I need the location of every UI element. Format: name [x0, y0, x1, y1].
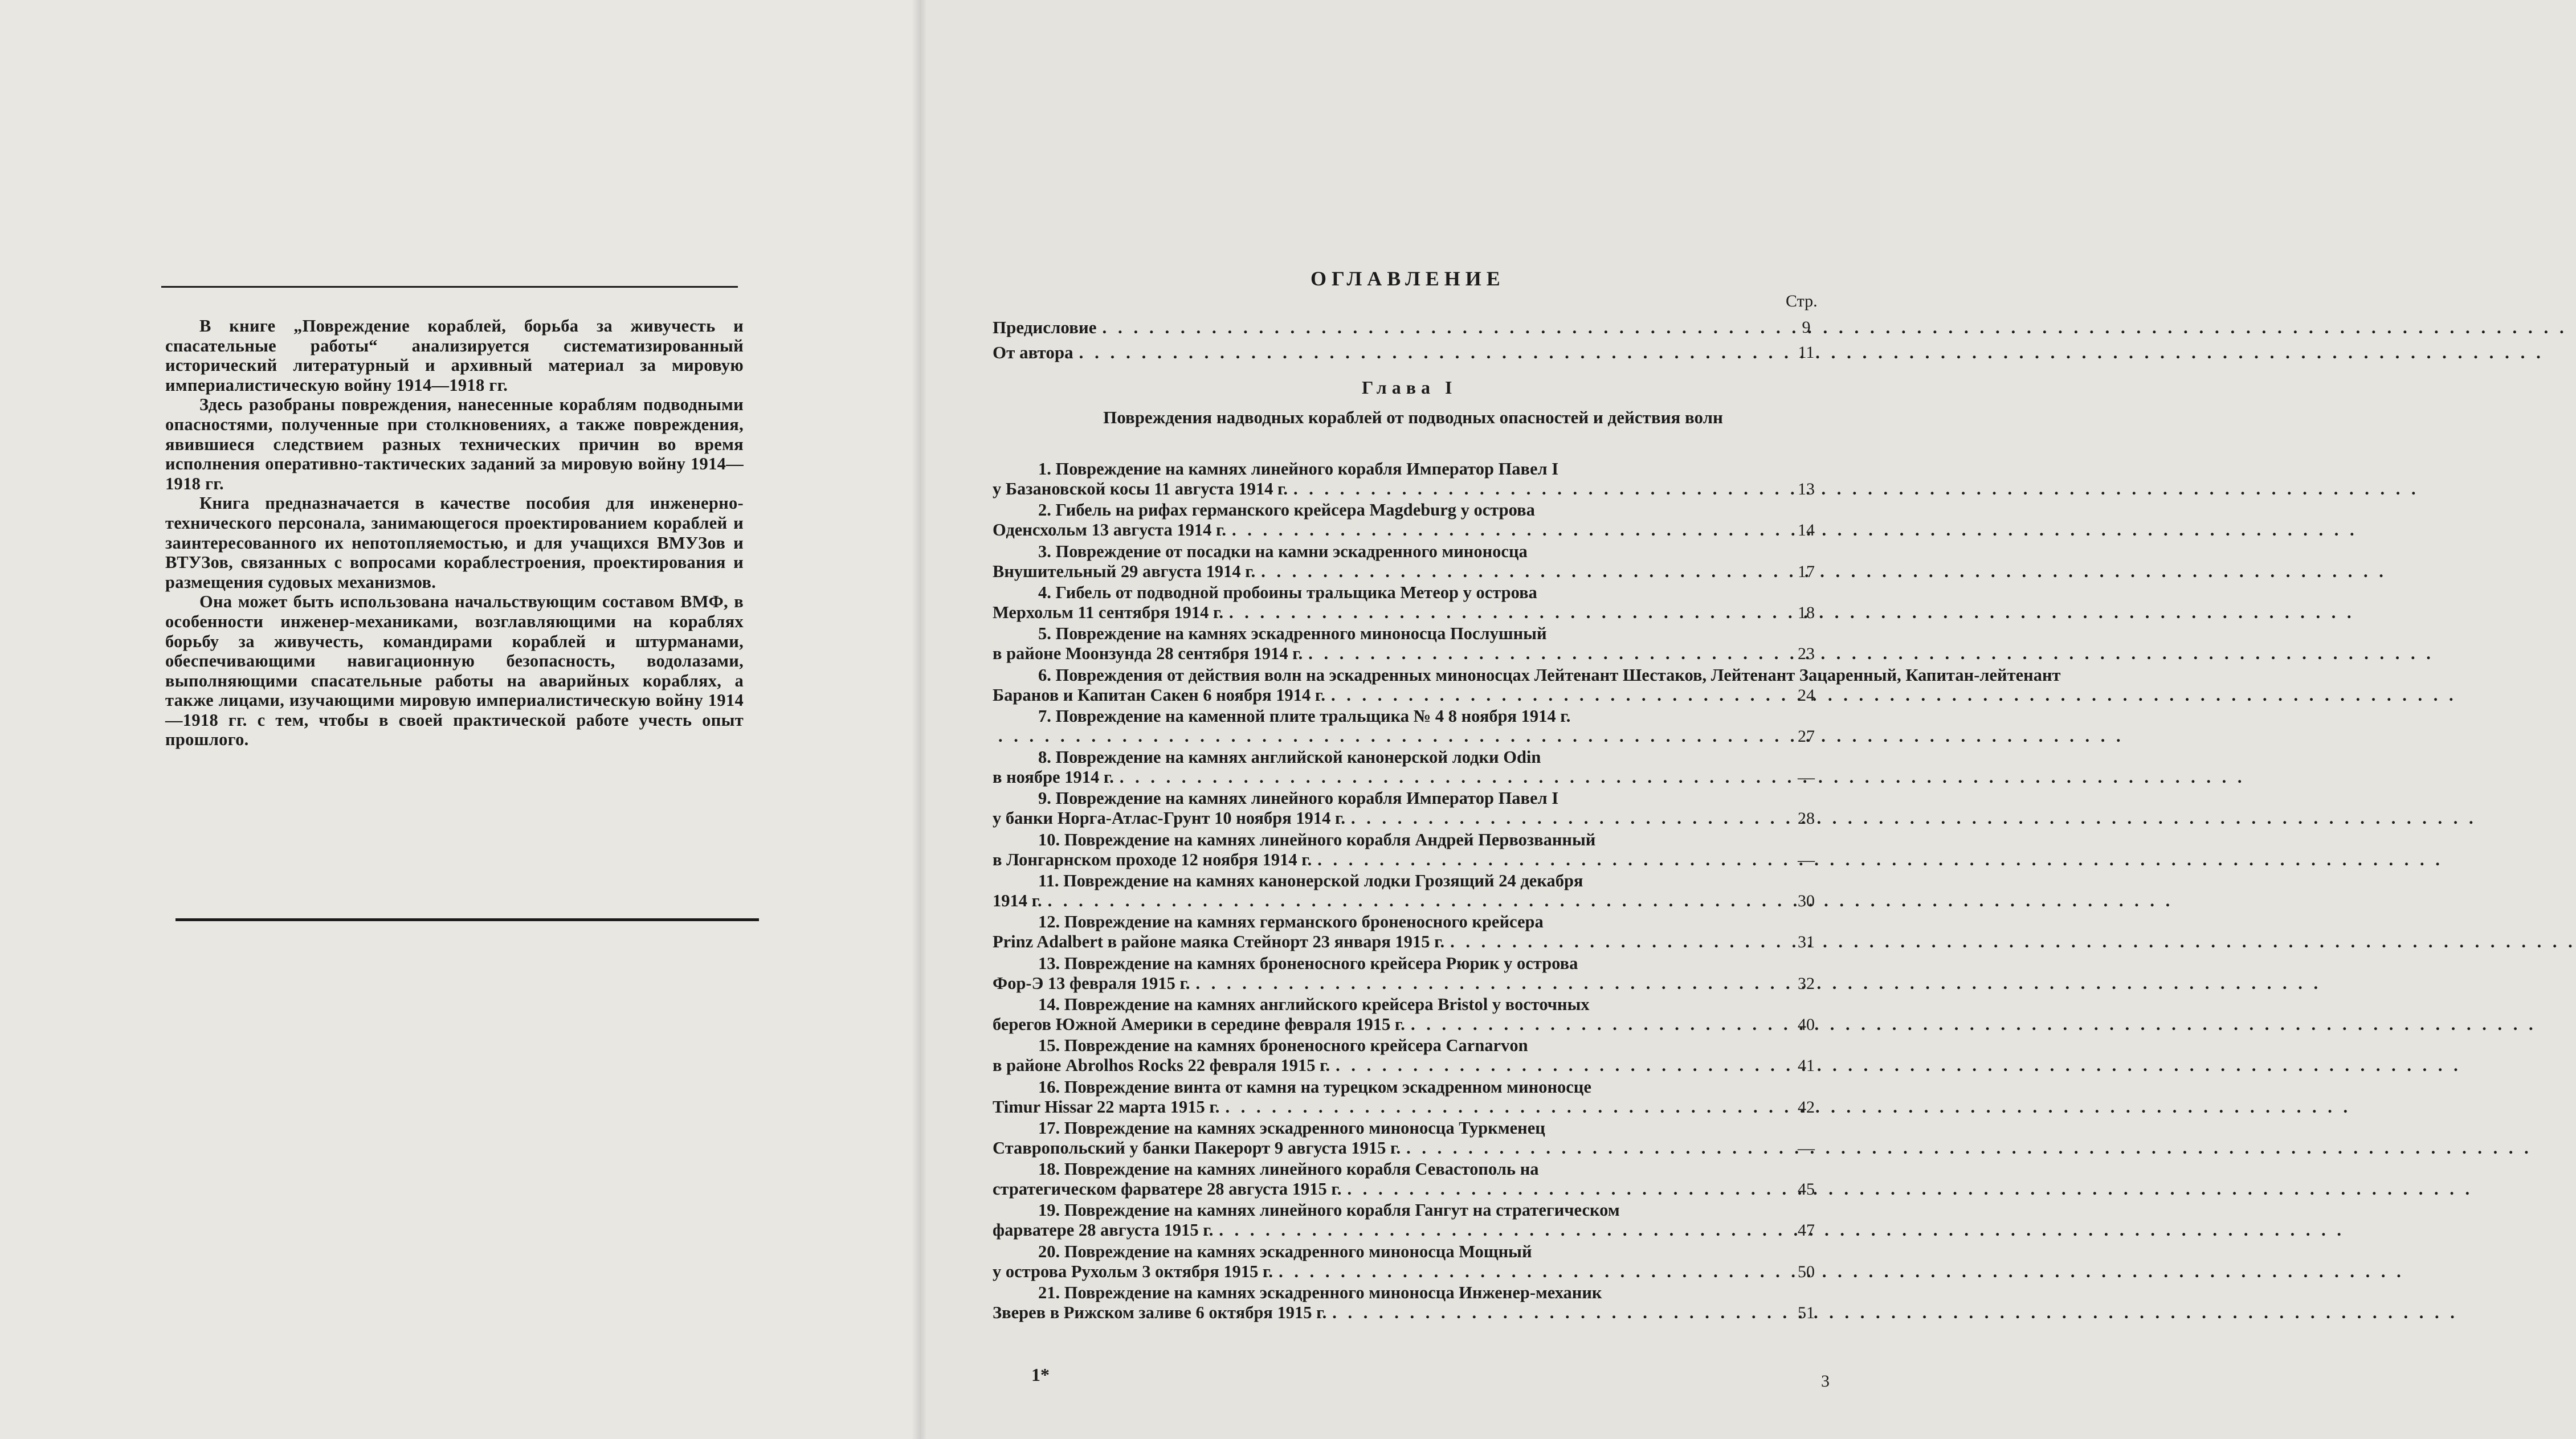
dot-leader	[1332, 1303, 2458, 1323]
toc-page-number: 40	[1798, 1015, 1815, 1034]
toc-front-item[interactable]	[993, 317, 1779, 338]
signature-mark: 1*	[1031, 1364, 1050, 1385]
dot-leader	[1048, 891, 2174, 911]
toc-entry-title: 2. Гибель на рифах германского крейсера Magdeburg у острова	[1038, 500, 1535, 520]
dot-leader	[1411, 1015, 2537, 1035]
toc-page-number: 27	[1798, 727, 1815, 746]
toc-entry[interactable]	[993, 871, 1767, 911]
toc-entry-continuation: Баранов и Капитан Сакен 6 ноября 1914 г.	[993, 685, 1325, 705]
chapter-title: Повреждения надводных кораблей от подводных опасностей и действия волн	[1103, 407, 1723, 427]
dot-leader	[998, 726, 2124, 746]
toc-entry[interactable]	[993, 830, 1767, 870]
toc-entry-title: 14. Повреждение на камнях английского крейсера Bristol у восточных	[1038, 995, 1590, 1014]
annotation-text	[165, 316, 744, 750]
dot-leader	[1317, 850, 2443, 870]
toc-entry-continuation: Ставропольский у банки Пакерорт 9 августа 1915 г.	[993, 1138, 1401, 1158]
toc-page-number: 18	[1798, 603, 1815, 622]
toc-page-number: 47	[1798, 1221, 1815, 1240]
toc-entry[interactable]	[993, 1200, 1767, 1240]
chapter-label: Глава I	[1362, 377, 1458, 398]
page-number: 3	[1821, 1372, 1830, 1391]
toc-entry-continuation: берегов Южной Америки в середине февраля 1915 г.	[993, 1015, 1405, 1034]
dot-leader	[1120, 767, 2246, 787]
dot-leader	[1406, 1138, 2532, 1158]
toc-entry[interactable]	[993, 1077, 1767, 1117]
toc-entry-continuation: в районе Abrolhos Rocks 22 февраля 1915 г.	[993, 1056, 1330, 1075]
toc-entry-continuation: фарватере 28 августа 1915 г.	[993, 1220, 1214, 1240]
annotation-paragraph: Она может быть использована начальствующим составом ВМФ, в особенности инженер-механиками, возглавляющими на кораблях борьбу за живучесть, командирами кораблей и штурманами, обеспечивающими навигационную безопасность, водолазами, выполняющими спасательные работы на аварийных кораблях, а также лицами, изучающими мировую империалистическую войну 1914—1918 гг. с тем, чтобы в своей практической работе учесть опыт прошлого.	[165, 592, 744, 750]
toc-page-number: 31	[1798, 933, 1815, 951]
toc-entry[interactable]	[993, 459, 1767, 499]
toc-page-number: 32	[1798, 974, 1815, 993]
toc-entry[interactable]	[993, 788, 1767, 828]
toc-entry-continuation: у банки Норга-Атлас-Грунт 10 ноября 1914 г.	[993, 808, 1346, 828]
toc-entry-continuation: 1914 г.	[993, 891, 1042, 910]
toc-page-number: 24	[1798, 686, 1815, 705]
toc-entry[interactable]	[993, 954, 1767, 994]
dot-leader	[1351, 808, 2477, 828]
toc-entry-title: 7. Повреждение на каменной плите тральщика № 4 8 ноября 1914 г.	[1038, 706, 1571, 726]
toc-page-number: 41	[1798, 1056, 1815, 1075]
dot-leader	[1331, 685, 2457, 705]
toc-entry-title: 3. Повреждение от посадки на камни эскадренного миноносца	[1038, 542, 1528, 561]
toc-entry[interactable]	[993, 1036, 1767, 1076]
toc-entry-title: 16. Повреждение винта от камня на турецком эскадренном миноносце	[1038, 1077, 1591, 1097]
toc-page-number: 23	[1798, 644, 1815, 663]
toc-title: ОГЛАВЛЕНИЕ	[1311, 267, 1505, 290]
toc-front-item[interactable]	[993, 342, 1779, 363]
toc-entry-title: 8. Повреждение на камнях английской канонерской лодки Odin	[1038, 747, 1541, 767]
toc-entry-continuation: Мерхольм 11 сентября 1914 г.	[993, 603, 1224, 622]
toc-entry-continuation: Prinz Adalbert в районе маяка Стейнорт 23 января 1915 г.	[993, 932, 1445, 951]
toc-entry[interactable]	[993, 912, 1767, 952]
toc-entry-continuation: Внушительный 29 августа 1914 г.	[993, 562, 1256, 581]
toc-entry-continuation: стратегическом фарватере 28 августа 1915 г.	[993, 1179, 1342, 1199]
dot-leader	[1293, 479, 2419, 499]
toc-page-number: 50	[1798, 1262, 1815, 1281]
toc-entry-title: 5. Повреждение на камнях эскадренного миноносца Послушный	[1038, 624, 1547, 643]
toc-page-number: —	[1798, 851, 1815, 869]
toc-entry-continuation: Оденсхольм 13 августа 1914 г.	[993, 520, 1227, 539]
toc-page-number: 13	[1798, 480, 1815, 498]
toc-entry-title: 12. Повреждение на камнях германского броненосного крейсера	[1038, 912, 1544, 931]
toc-page-number: 51	[1798, 1303, 1815, 1322]
toc-entry[interactable]	[993, 583, 1767, 623]
toc-page-number: 9	[1802, 318, 1811, 337]
toc-entry-title: 18. Повреждение на камнях линейного корабля Севастополь на	[1038, 1159, 1539, 1179]
toc-entry[interactable]	[993, 1283, 1767, 1323]
toc-entry-continuation: у острова Рухольм 3 октября 1915 г.	[993, 1262, 1273, 1281]
toc-page-number: 14	[1798, 521, 1815, 539]
toc-entry-title: 20. Повреждение на камнях эскадренного миноносца Мощный	[1038, 1242, 1532, 1261]
toc-entry-title: 1. Повреждение на камнях линейного корабля Император Павел I	[1038, 459, 1559, 479]
toc-entry-continuation: Фор-Э 13 февраля 1915 г.	[993, 974, 1190, 993]
toc-entry-continuation: Timur Hissar 22 марта 1915 г.	[993, 1097, 1220, 1117]
toc-entry[interactable]	[993, 1159, 1767, 1199]
toc-entry[interactable]	[993, 995, 1767, 1035]
annotation-paragraph: В книге „Повреждение кораблей, борьба за живучесть и спасательные работы“ анализируется систематизированный исторический литературный и архивный материал за мировую империалистическую войну 1914—1918 гг.	[165, 316, 744, 395]
toc-page-number: —	[1798, 1139, 1815, 1158]
toc-entry-title: 4. Гибель от подводной пробоины тральщика Метеор у острова	[1038, 583, 1537, 602]
top-rule	[161, 286, 738, 288]
page-column-label: Стр.	[1786, 292, 1818, 310]
toc-entry[interactable]	[993, 747, 1767, 787]
toc-page-number: 30	[1798, 892, 1815, 910]
dot-leader	[1279, 1262, 2404, 1282]
dot-leader	[1347, 1179, 2473, 1199]
toc-page-number: 42	[1798, 1098, 1815, 1117]
toc-entry-continuation: в районе Моонзунда 28 сентября 1914 г.	[993, 644, 1303, 663]
dot-leader	[1450, 932, 2576, 952]
dot-leader	[1336, 1056, 2461, 1076]
toc-entry-title: 11. Повреждение на камнях канонерской лодки Грозящий 24 декабря	[1038, 871, 1583, 890]
annotation-paragraph: Книга предназначается в качестве пособия для инженерно-технического персонала, занимающегося проектированием кораблей и заинтересованного их непотопляемостью, и для учащихся ВМУЗов и ВТУЗов, связанных с вопросами кораблестроения, проектирования и размещения судовых механизмов.	[165, 493, 744, 592]
toc-entry-title: 17. Повреждение на камнях эскадренного миноносца Туркменец	[1038, 1118, 1545, 1138]
toc-entry-title: 6. Повреждения от действия волн на эскадренных миноносцах Лейтенант Шестаков, Лейтенант Зацаренный, Капитан-лейтенант	[1038, 665, 2061, 685]
toc-front-item-label: От автора	[993, 342, 1073, 362]
toc-entry[interactable]	[993, 624, 1767, 664]
dot-leader	[1196, 974, 2322, 994]
toc-entry-title: 13. Повреждение на камнях броненосного крейсера Рюрик у острова	[1038, 954, 1578, 973]
left-page	[0, 0, 926, 1439]
toc-page-number: 45	[1798, 1180, 1815, 1199]
dot-leader	[1219, 1220, 2345, 1240]
toc-entry[interactable]	[993, 1242, 1767, 1282]
toc-entry-continuation: в Лонгарнском проходе 12 ноября 1914 г.	[993, 850, 1312, 869]
toc-entry-continuation: Зверев в Рижском заливе 6 октября 1915 г.	[993, 1303, 1327, 1322]
toc-entry-continuation: у Базановской косы 11 августа 1914 г.	[993, 479, 1288, 498]
toc-entry-title: 10. Повреждение на камнях линейного корабля Андрей Первозванный	[1038, 830, 1596, 849]
toc-entry[interactable]	[993, 542, 1767, 582]
bottom-rule	[175, 918, 759, 921]
toc-entry-continuation: в ноябре 1914 г.	[993, 767, 1114, 787]
annotation-paragraph: Здесь разобраны повреждения, нанесенные кораблям подводными опасностями, полученные при столкновениях, а также повреждения, явившиеся следствием разных технических причин во время исполнения оперативно-тактических заданий за мировую войну 1914—1918 гг.	[165, 395, 744, 493]
toc-entry-title: 21. Повреждение на камнях эскадренного миноносца Инженер-механик	[1038, 1283, 1602, 1302]
toc-entry-title: 19. Повреждение на камнях линейного корабля Гангут на стратегическом	[1038, 1200, 1620, 1220]
toc-entry-title: 9. Повреждение на камнях линейного корабля Император Павел I	[1038, 788, 1559, 808]
toc-entry-title: 15. Повреждение на камнях броненосного крейсера Carnarvon	[1038, 1036, 1528, 1055]
toc-page-number: —	[1798, 768, 1815, 787]
dot-leader	[1308, 644, 2434, 664]
toc-page-number: 17	[1798, 562, 1815, 581]
toc-entry[interactable]	[993, 500, 1767, 540]
toc-front-item-label: Предисловие	[993, 317, 1097, 337]
toc-entry[interactable]	[993, 706, 1767, 746]
toc-page-number: 28	[1798, 809, 1815, 828]
toc-entry[interactable]	[993, 1118, 1767, 1158]
toc-page-number: 11	[1798, 343, 1815, 362]
